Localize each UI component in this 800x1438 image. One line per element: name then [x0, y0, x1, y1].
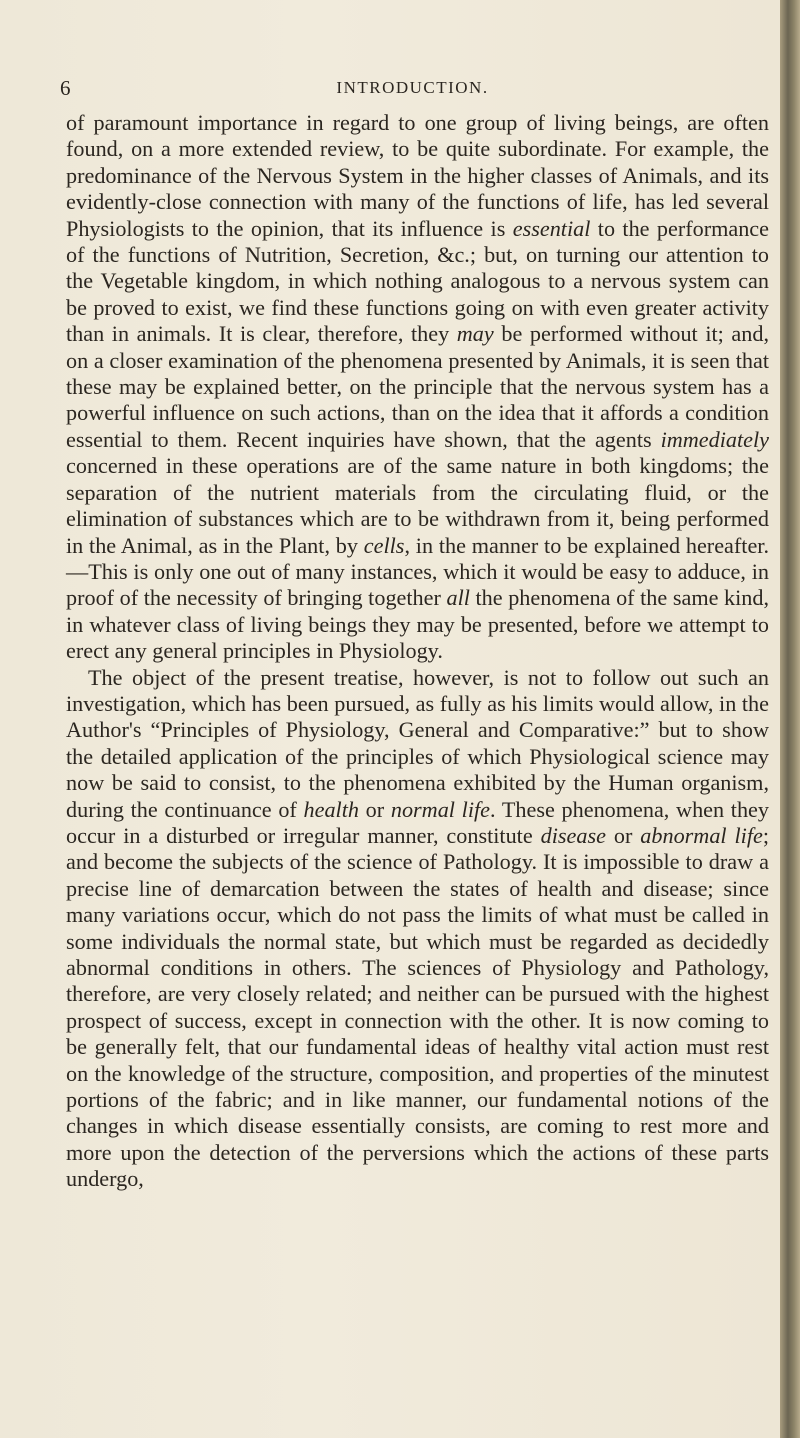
- text-segment: The object of the present treatise, however, is not to follow out such an investigation, which has been pursued, as fully as his limits would allow, in the Author's “Principles of Physiology, General and Comparative:” but to show the detailed application of the principles of which Physiological science may now be said to consist, to the phenomena exhibited by the Human organism, during the continuance of: [66, 664, 769, 822]
- italic-text-segment: immediately: [660, 426, 769, 452]
- text-segment: or: [605, 822, 641, 848]
- page-edge-shadow: [780, 0, 800, 1438]
- paragraph: [66, 665, 769, 1193]
- text-segment: of paramount importance in regard to one group of living beings, are often found, on a more extended review, to be quite subordinate. For example, the predominance of the Nervous System in the higher classes of Animals, and its evidently-close connection with many of the functions of life, has led several Physiologists to the opinion, that its influence is: [66, 110, 769, 241]
- page-number: 6: [60, 76, 71, 100]
- italic-text-segment: may: [456, 321, 494, 347]
- body-text: [66, 110, 769, 1193]
- italic-text-segment: normal life: [390, 796, 491, 822]
- text-segment: , in the manner to be explained hereafter. —This is only one out of many instances, which it would be easy to adduce, in proof of the necessity of bringing together: [66, 532, 769, 611]
- italic-text-segment: health: [303, 796, 359, 822]
- italic-text-segment: essential: [512, 215, 591, 241]
- italic-text-segment: all: [446, 585, 470, 611]
- italic-text-segment: disease: [540, 822, 606, 848]
- text-segment: to the performance of the functions of Nutrition, Secretion, &c.; but, on turning our attention to the Vegetable kingdom, in which nothing analogous to a nervous system can be proved to exist, we find these functions going on with even greater activity than in animals. It is clear, therefore, they: [66, 215, 770, 347]
- text-segment: . These phenomena, when they occur in a disturbed or irregular manner, constitute: [66, 796, 770, 848]
- text-segment: be performed without it; and, on a closer examination of the phenomena presented by Animals, it is seen that these may be explained better, on the principle that the nervous system has a powerful influence on such actions, than on the idea that it affords a condition essential to them. Recent inquiries have shown, that the agents: [66, 321, 769, 452]
- paragraph: [66, 110, 769, 665]
- running-head: INTRODUCTION.: [336, 78, 489, 97]
- text-segment: or: [358, 796, 391, 822]
- italic-text-segment: abnormal life: [640, 822, 763, 848]
- page-header: [60, 76, 765, 106]
- italic-text-segment: cells: [363, 532, 405, 558]
- text-segment: concerned in these operations are of the same nature in both kingdoms; the separation of the nutrient materials from the circulating fluid, or the elimination of substances which are to be withdrawn from it, being performed in the Animal, as in the Plant, by: [66, 453, 769, 558]
- text-segment: the phenomena of the same kind, in whatever class of living beings they may be presented, before we attempt to erect any general principles in Physiology.: [66, 585, 770, 664]
- text-segment: ; and become the subjects of the science of Pathology. It is impossible to draw a precise line of demarcation between the states of health and disease; since many variations occur, which do not pass the limits of what must be called in some individuals the normal state, but which must be regarded as decidedly abnormal conditions in others. The sciences of Physiology and Pathology, therefore, are very closely related; and neither can be pursued with the highest prospect of success, except in connection with the other. It is now coming to be generally felt, that our fundamental ideas of healthy vital action must rest on the knowledge of the structure, composition, and properties of the minutest portions of the fabric; and in like manner, our fundamental notions of the changes in which disease essentially consists, are coming to rest more and more upon the detection of the perversions which the actions of these parts undergo,: [66, 822, 770, 1192]
